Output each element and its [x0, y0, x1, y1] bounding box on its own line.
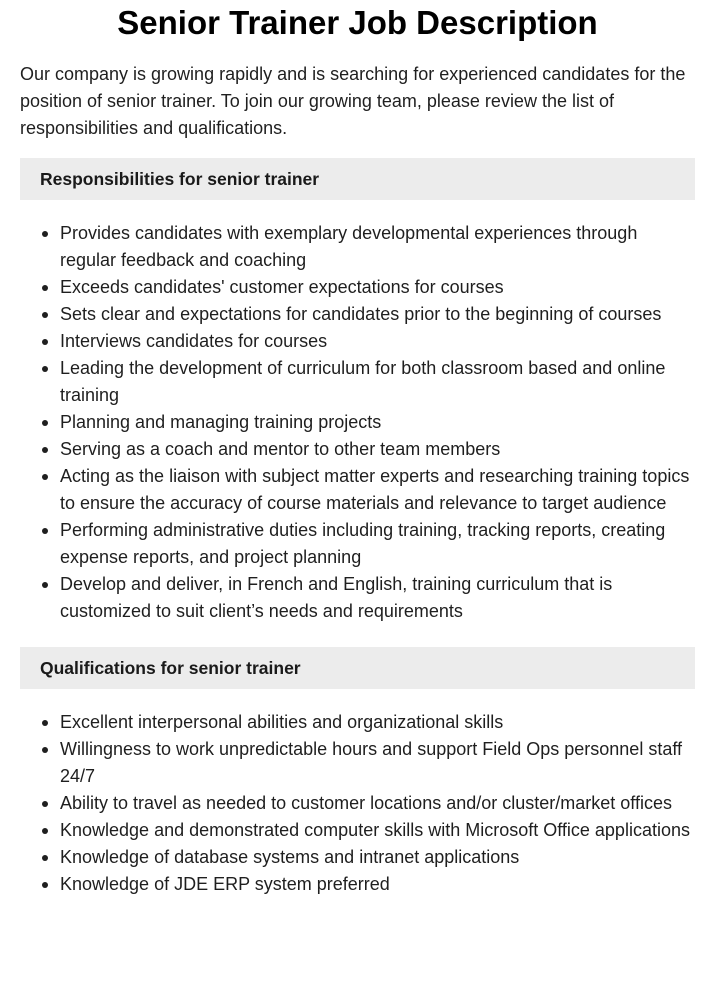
list-item-text: Develop and deliver, in French and English, training curriculum that is customized to suit client’s needs and requirements: [60, 574, 613, 621]
list-item: [60, 301, 695, 328]
intro-paragraph: Our company is growing rapidly and is searching for experienced candidates for the position of senior trainer. To join our growing team, please review the list of responsibilities and qualifications.: [20, 64, 686, 138]
list-item: [60, 844, 695, 871]
list-item: [60, 790, 695, 817]
list-item: [60, 709, 695, 736]
qualifications-list: [20, 709, 695, 898]
list-item-text: Sets clear and expectations for candidates prior to the beginning of courses: [60, 304, 662, 324]
list-item: [60, 409, 695, 436]
list-item-text: Interviews candidates for courses: [60, 331, 328, 351]
list-item: [60, 274, 695, 301]
bullet-icon: [42, 720, 48, 726]
list-item: [60, 436, 695, 463]
list-item: [60, 463, 695, 517]
list-item-text: Knowledge of database systems and intranet applications: [60, 847, 520, 867]
bullet-icon: [42, 339, 48, 345]
bullet-icon: [42, 855, 48, 861]
list-item-text: Willingness to work unpredictable hours and support Field Ops personnel staff 24/7: [60, 739, 683, 786]
bullet-icon: [42, 366, 48, 372]
list-item-text: Exceeds candidates' customer expectations for courses: [60, 277, 504, 297]
list-item: [60, 328, 695, 355]
list-item: [60, 517, 695, 571]
list-item-text: Knowledge and demonstrated computer skills with Microsoft Office applications: [60, 820, 690, 840]
bullet-icon: [42, 528, 48, 534]
list-item: [60, 220, 695, 274]
list-item-text: Knowledge of JDE ERP system preferred: [60, 874, 390, 894]
list-item-text: Excellent interpersonal abilities and organizational skills: [60, 712, 504, 732]
qualifications-heading: Qualifications for senior trainer: [20, 647, 695, 689]
bullet-icon: [42, 882, 48, 888]
list-item-text: Planning and managing training projects: [60, 412, 382, 432]
bullet-icon: [42, 828, 48, 834]
list-item: [60, 736, 695, 790]
list-item-text: Performing administrative duties including training, tracking reports, creating expense reports, and project planning: [60, 520, 666, 567]
bullet-icon: [42, 801, 48, 807]
list-item-text: Acting as the liaison with subject matter experts and researching training topics to ensure the accuracy of course materials and relevance to target audience: [60, 466, 690, 513]
bullet-icon: [42, 447, 48, 453]
bullet-icon: [42, 231, 48, 237]
list-item-text: Serving as a coach and mentor to other team members: [60, 439, 501, 459]
bullet-icon: [42, 312, 48, 318]
list-item-text: Leading the development of curriculum for both classroom based and online training: [60, 358, 666, 405]
list-item-text: Provides candidates with exemplary developmental experiences through regular feedback and coaching: [60, 223, 638, 270]
list-item: [60, 817, 695, 844]
responsibilities-heading: Responsibilities for senior trainer: [20, 158, 695, 200]
bullet-icon: [42, 285, 48, 291]
list-item: [60, 871, 695, 898]
bullet-icon: [42, 747, 48, 753]
bullet-icon: [42, 420, 48, 426]
bullet-icon: [42, 474, 48, 480]
list-item: [60, 571, 695, 625]
list-item: [60, 355, 695, 409]
page-title: Senior Trainer Job Description: [117, 4, 598, 41]
responsibilities-list: [20, 220, 695, 625]
bullet-icon: [42, 582, 48, 588]
list-item-text: Ability to travel as needed to customer locations and/or cluster/market offices: [60, 793, 672, 813]
